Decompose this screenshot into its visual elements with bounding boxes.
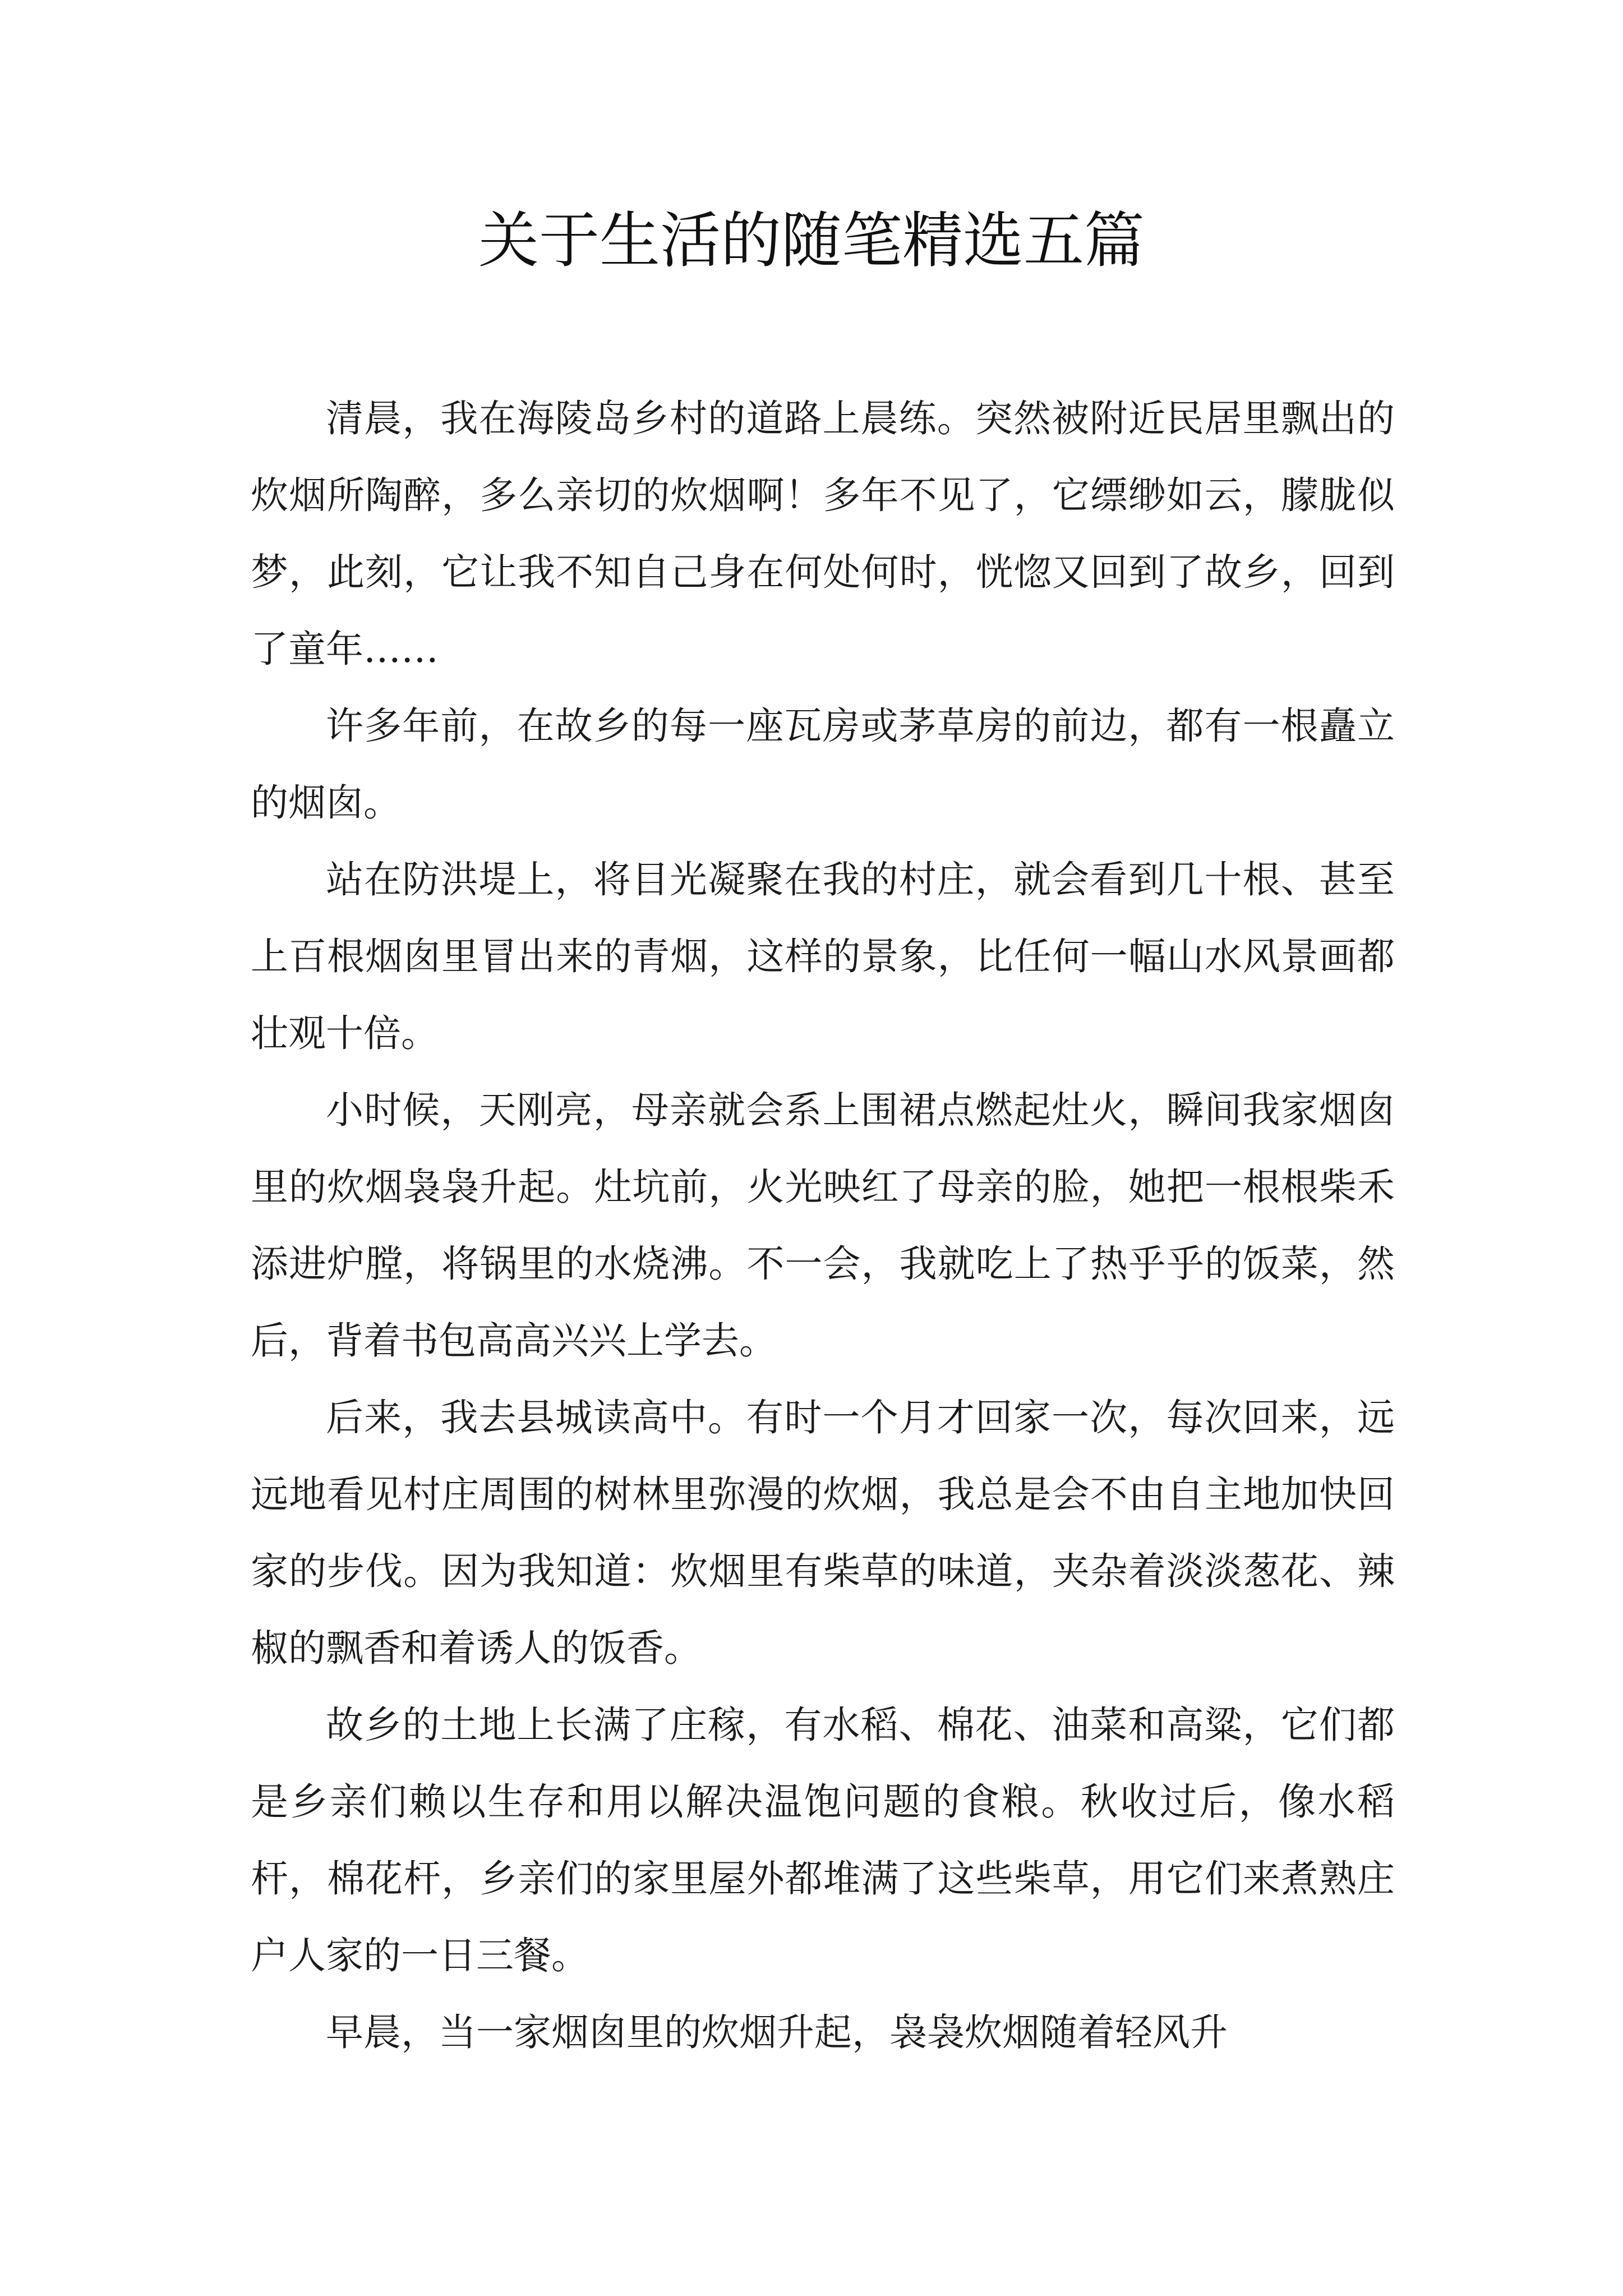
paragraph: 后来，我去县城读高中。有时一个月才回家一次，每次回来，远远地看见村庄周围的树林里弥漫的炊烟，我总是会不由自主地加快回家的步伐。因为我知道：炊烟里有柴草的味道，夹杂着淡淡葱花、辣椒的飘香和着诱人的饭香。 — [251, 1396, 1395, 1670]
paragraph: 站在防洪堤上，将目光凝聚在我的村庄，就会看到几十根、甚至上百根烟囱里冒出来的青烟，这样的景象，比任何一幅山水风景画都壮观十倍。 — [251, 858, 1395, 1055]
paragraph: 许多年前，在故乡的每一座瓦房或茅草房的前边，都有一根矗立的烟囱。 — [251, 704, 1395, 825]
paragraph: 早晨，当一家烟囱里的炊烟升起，袅袅炊烟随着轻风升 — [326, 2010, 1228, 2054]
document-body — [251, 380, 1395, 2071]
paragraph: 故乡的土地上长满了庄稼，有水稻、棉花、油菜和高粱，它们都是乡亲们赖以生存和用以解决温饱问题的食粮。秋收过后，像水稻杆，棉花杆，乡亲们的家里屋外都堆满了这些柴草，用它们来煮熟庄户人家的一日三餐。 — [251, 1703, 1395, 1977]
paragraph: 小时候，天刚亮，母亲就会系上围裙点燃起灶火，瞬间我家烟囱里的炊烟袅袅升起。灶坑前，火光映红了母亲的脸，她把一根根柴禾添进炉膛，将锅里的水烧沸。不一会，我就吃上了热乎乎的饭菜，然后，背着书包高高兴兴上学去。 — [251, 1088, 1395, 1363]
paragraph: 清晨，我在海陵岛乡村的道路上晨练。突然被附近民居里飘出的炊烟所陶醉，多么亲切的炊烟啊！多年不见了，它缥缈如云，朦胧似梦，此刻，它让我不知自己身在何处何时，恍惚又回到了故乡，回到了童年…… — [251, 397, 1395, 671]
document-title: 关于生活的随笔精选五篇 — [478, 206, 1145, 276]
